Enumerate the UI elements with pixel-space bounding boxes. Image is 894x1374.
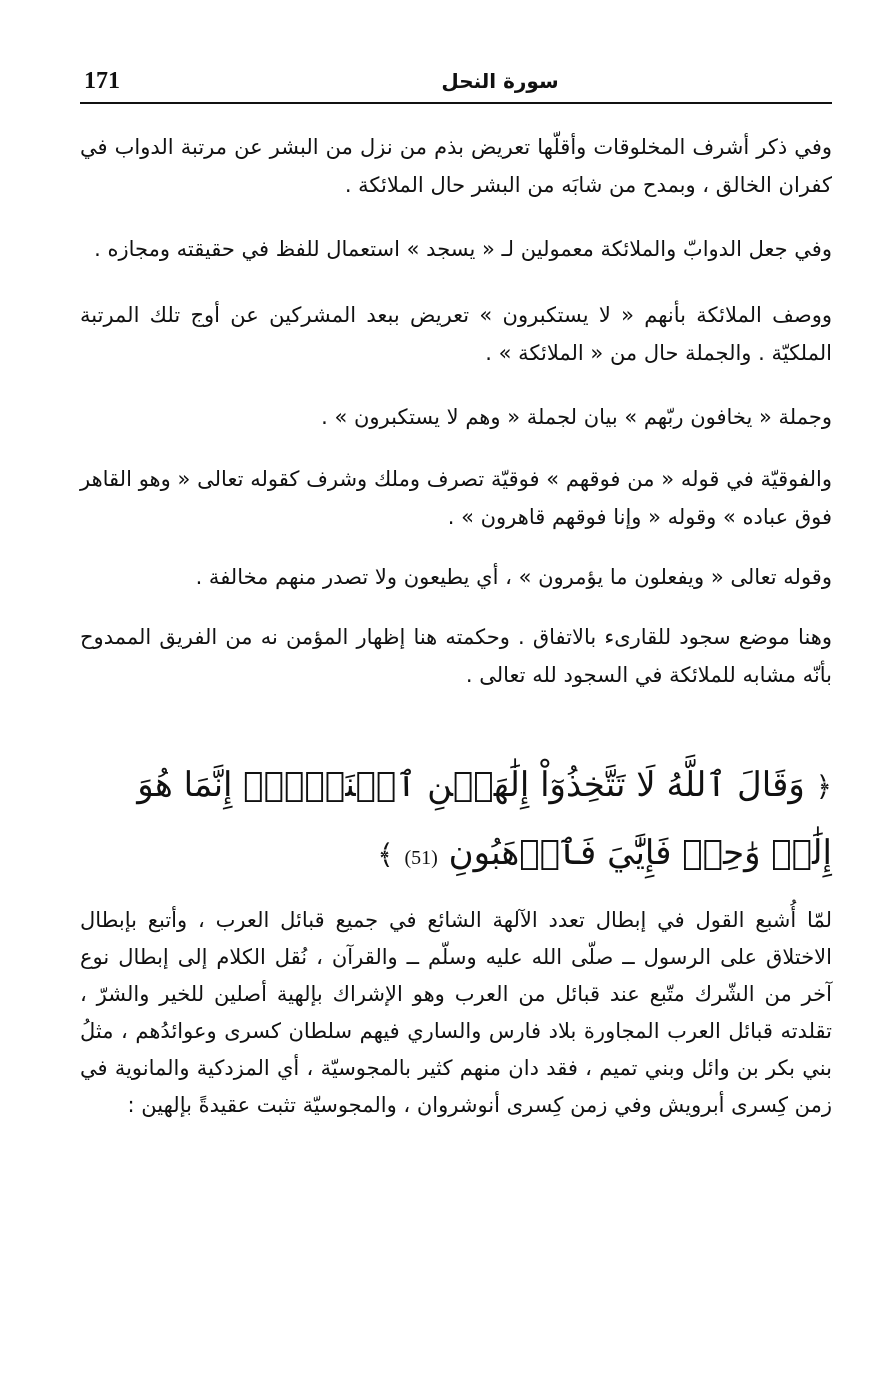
- paragraph-7: وهنا موضع سجود للقارىء بالاتفاق . وحكمته هنا إظهار المؤمن نه من الفريق الممدوح بأنّه مشابه للملائكة في السجود لله تعالى .: [80, 625, 832, 687]
- running-title: سورة النحل: [441, 69, 559, 93]
- paragraph-3: ووصف الملائكة بأنهم « لا يستكبرون » تعريض ببعد المشركين عن أوج تلك المرتبة الملكيّة . والجملة حال من « الملائكة » .: [80, 303, 832, 365]
- ayah-number: (51): [404, 847, 438, 869]
- paragraph-6: وقوله تعالى « ويفعلون ما يؤمرون » ، أي يطيعون ولا تصدر منهم مخالفة .: [195, 565, 832, 589]
- quran-verse: [80, 752, 832, 891]
- verse-text: وَقَالَ ٱللَّهُ لَا تَتَّخِذُوٓاْ إِلَٰهَيۡنِ ٱثۡنَيۡنِۖ إِنَّمَا هُوَ إِلَٰهٞ وَٰحِدٞ فَإِيَّٰيَ فَٱرۡهَبُونِ: [137, 765, 832, 873]
- commentary-paragraph: لمّا أُشبع القول في إبطال تعدد الآلهة الشائع في جميع قبائل العرب ، وأتبع بإبطال الاختلاق على الرسول ــ صلّى الله عليه وسلّم ــ والقرآن ، نُقل الكلام إلى إبطال نوع آخر من الشّرك متّبع عند قبائل من العرب وهو الإشراك بإلهية أصلين للخير والشرّ ، تقلدته قبائل العرب المجاورة بلاد فارس والساري فيهم سلطان كسرى وعوائدُهم ، مثلُ بني بكر بن وائل وبني تميم ، فقد دان منهم كثير بالمجوسيّة ، أي المزدكية والمانوية في زمن كِسرى أبرويش وفي زمن كِسرى أنوشروان ، والمجوسيّة تثبت عقيدةً بإلهين :: [80, 908, 832, 1117]
- page-number: 171: [84, 68, 120, 94]
- paragraph-5: والفوقيّة في قوله « من فوقهم » فوقيّة تصرف وملك وشرف كقوله تعالى « وهو القاهر فوق عباده » وقوله « وإنا فوقهم قاهرون » .: [80, 467, 832, 529]
- verse-open-bracket: ﴿: [815, 770, 832, 803]
- paragraph-1: وفي ذكر أشرف المخلوقات وأقلّها تعريض بذم من نزل من البشر عن مرتبة الدواب في كفران الخالق ، وبمدح من شابَه من البشر حال الملائكة .: [80, 135, 832, 197]
- verse-close-bracket: ﴾: [377, 838, 394, 871]
- paragraph-2: وفي جعل الدوابّ والملائكة معمولين لـ « يسجد » استعمال للفظ في حقيقته ومجازه .: [94, 237, 832, 261]
- header-rule: [80, 102, 832, 104]
- paragraph-4: وجملة « يخافون ربّهم » بيان لجملة « وهم لا يستكبرون » .: [321, 405, 832, 429]
